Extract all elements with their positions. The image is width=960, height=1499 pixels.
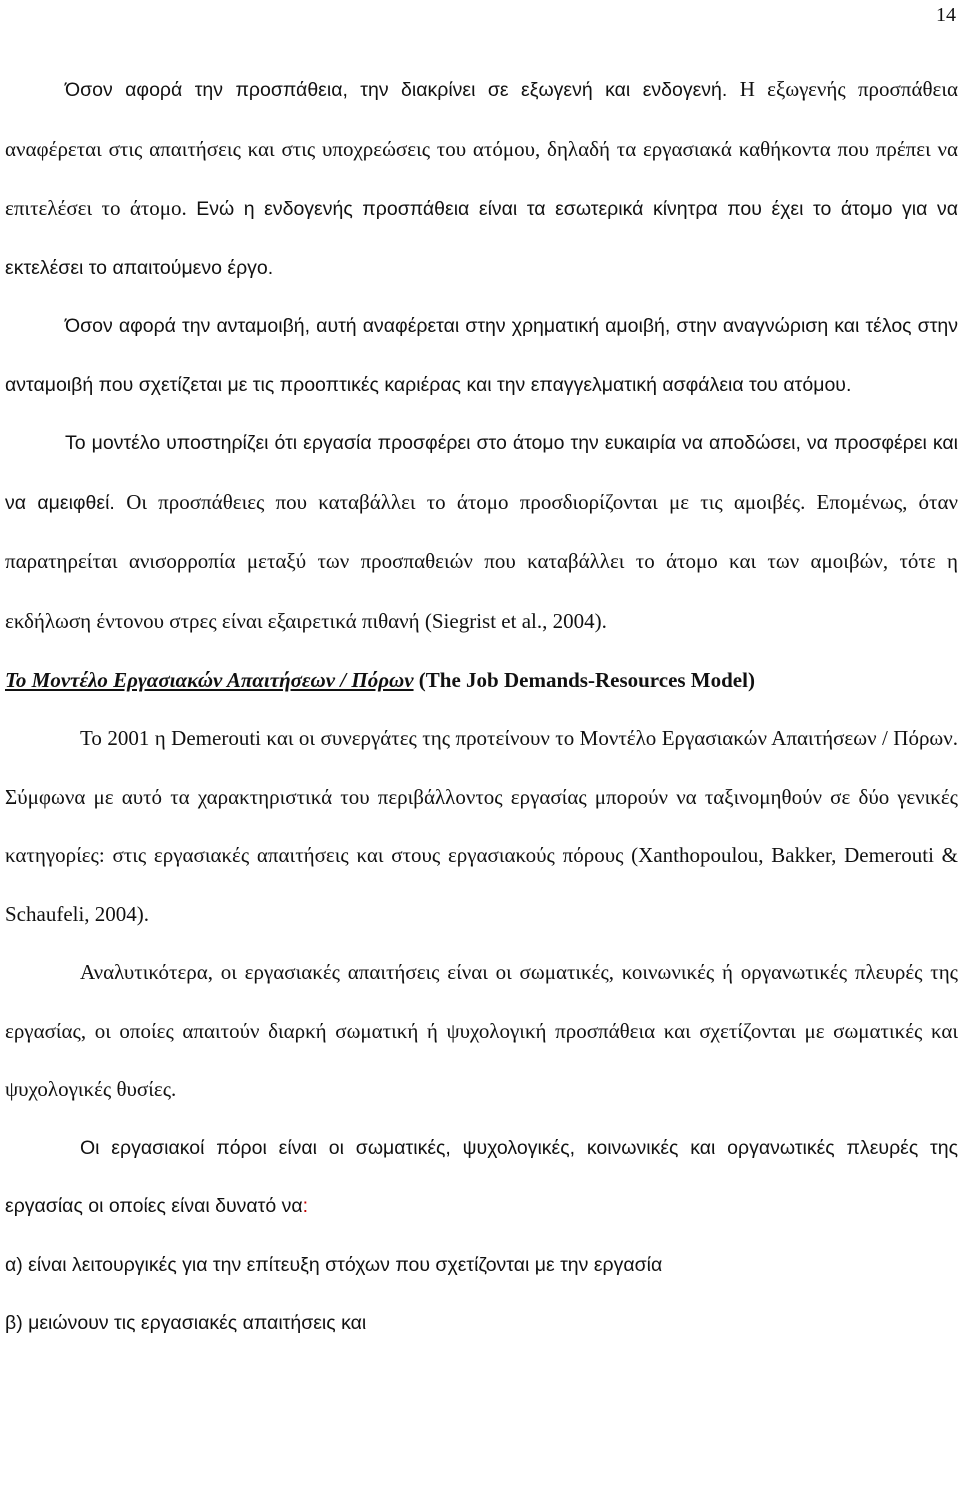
paragraph-effort-sentence-1: Όσον αφορά την προσπάθεια, την διακρίνει σε εξωγενή και ενδογενή. — [65, 79, 740, 101]
section-heading-english: (The Job Demands-Resources Model) — [413, 668, 755, 692]
paragraph-effort-sentence-3: Ενώ η ενδογενής προσπάθεια είναι τα εσωτερικά κίνητρα που έχει το άτομο για να εκτελέσει το απαιτούμενο έργο. — [5, 198, 958, 279]
list-item-b: β) μειώνουν τις εργασιακές απαιτήσεις και — [5, 1312, 367, 1334]
paragraph-job-resources-text: Οι εργασιακοί πόροι είναι οι σωματικές, ψυχολογικές, κοινωνικές και οργανωτικές πλευρές της εργασίας οι οποίες είναι δυνατό να — [5, 1136, 958, 1217]
paragraph-model-sentence-2: Οι προσπάθειες που καταβάλλει το άτομο προσδιορίζονται με τις αμοιβές. Επομένως, όταν παρατηρείται ανισορροπία μεταξύ των προσπαθειών που καταβάλλει το άτομο και των αμοιβών, τότε η εκδήλωση έντονου στρες είναι εξαιρετικά πιθανή (Siegrist et al., 2004). — [5, 489, 958, 633]
page-content — [5, 60, 958, 1353]
paragraph-effort-sentence-2: Η εξωγενής προσπάθεια αναφέρεται στις απαιτήσεις και στις υποχρεώσεις του ατόμου, δηλαδή τα εργασιακά καθήκοντα που πρέπει να επιτελέσει το άτομο. — [5, 77, 958, 220]
paragraph-reward: Όσον αφορά την ανταμοιβή, αυτή αναφέρεται στην χρηματική αμοιβή, στην αναγνώριση και τέλος στην ανταμοιβή που σχετίζεται με τις προοπτικές καριέρας και την επαγγελματική ασφάλεια του ατόμου. — [5, 315, 958, 396]
section-heading — [5, 651, 958, 709]
paragraph-model-summary — [5, 414, 958, 651]
paragraph-job-resources-colon: : — [302, 1195, 309, 1217]
paragraph-model-sentence-1: Το μοντέλο υποστηρίζει ότι εργασία προσφέρει στο άτομο την ευκαιρία να αποδώσει, να προσφέρει και να αμειφθεί. — [5, 432, 958, 514]
paragraph-effort — [5, 60, 958, 297]
page-number: 14 — [936, 4, 956, 26]
paragraph-job-demands: Αναλυτικότερα, οι εργασιακές απαιτήσεις είναι οι σωματικές, κοινωνικές ή οργανωτικές πλευρές της εργασίας, οι οποίες απαιτούν διαρκή σωματική ή ψυχολογική προσπάθεια και σχετίζονται με σωματικές και ψυχολογικές θυσίες. — [5, 960, 958, 1101]
paragraph-job-resources — [5, 1119, 958, 1236]
paragraph-jdr-intro: Το 2001 η Demerouti και οι συνεργάτες της προτείνουν το Μοντέλο Εργασιακών Απαιτήσεων / Πόρων. Σύμφωνα με αυτό τα χαρακτηριστικά του περιβάλλοντος εργασίας μπορούν να ταξινομηθούν σε δύο γενικές κατηγορίες: στις εργασιακές απαιτήσεις και στους εργασιακούς πόρους (Xanthopoulou, Bakker, Demerouti & Schaufeli, 2004). — [5, 726, 958, 926]
list-item-a: α) είναι λειτουργικές για την επίτευξη στόχων που σχετίζονται με την εργασία — [5, 1253, 663, 1276]
section-heading-greek: Το Μοντέλο Εργασιακών Απαιτήσεων / Πόρων — [5, 668, 414, 692]
